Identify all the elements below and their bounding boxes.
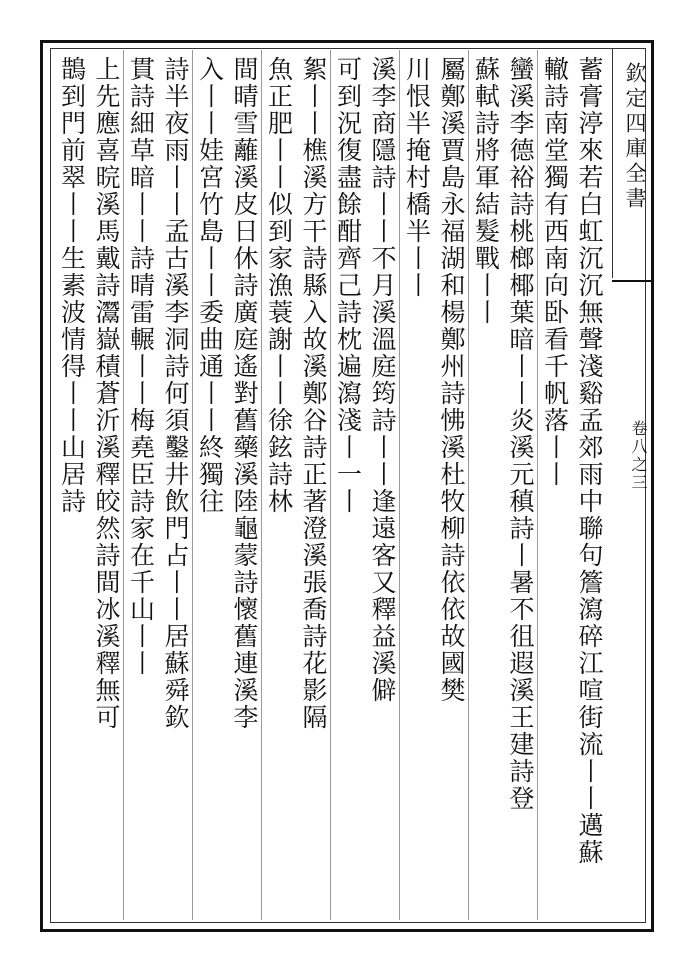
text-column: 上先應喜晥溪馬戴詩灊嶽積蒼沂溪釋皎然詩間冰溪釋無可	[92, 56, 121, 731]
text-column: 間晴雪蘺溪皮日休詩廣庭遙對舊藥溪陸龜蒙詩懷舊連溪李	[230, 56, 259, 731]
margin-volume-label: 卷八之三	[629, 420, 648, 492]
text-column: 貫詩細草暗丨丨詩晴雷輾丨丨梅堯臣詩家在千山丨丨	[126, 56, 156, 677]
text-column: 絮丨丨樵溪方干詩縣入故溪鄭谷詩正著澄溪張喬詩花影隔	[299, 56, 328, 731]
column-divider	[261, 50, 262, 920]
text-column: 溪李商隱詩丨丨不月溪溫庭筠詩丨丨逢遠客又釋益溪僻	[368, 56, 397, 704]
text-column: 轍詩南堂獨有西南向卧看千帆落丨丨	[540, 56, 570, 488]
column-divider	[399, 50, 400, 920]
text-column: 魚正肥丨丨似到家漁蓑謝丨丨徐鉉詩林	[264, 56, 294, 515]
column-divider	[192, 50, 193, 920]
column-divider	[468, 50, 469, 920]
margin-title: 欽定四庫全書	[623, 62, 647, 212]
text-column: 蘇軾詩將軍結髮戰丨丨	[471, 56, 501, 326]
column-divider	[537, 50, 538, 920]
text-column: 入丨丨娃宮竹島丨丨委曲通丨丨終獨往	[195, 56, 225, 515]
text-column: 鵲到門前翠丨丨生素波情得丨丨山居詩	[57, 56, 87, 515]
margin-rule	[612, 280, 654, 282]
text-column: 詩半夜雨丨丨孟古溪李洞詩何須鑿井飲門占丨丨居蘇舜欽	[161, 56, 190, 731]
column-divider	[123, 50, 124, 920]
text-column: 川恨半掩村橋半丨丨	[402, 56, 432, 299]
text-column: 可到況復盡餘酣齊己詩枕遍瀉淺丨一丨	[333, 56, 363, 515]
text-column: 屬鄭溪賈島永福湖和楊鄭州詩怫溪杜牧柳詩依依故國樊	[437, 56, 466, 704]
text-column: 蠻溪李德裕詩桃榔椰葉暗丨丨炎溪元稹詩丨暑不徂遐溪王建詩登	[506, 56, 535, 812]
column-divider	[330, 50, 331, 920]
text-column: 蓄膏渟來若白虹沉沉無聲淺谿孟郊雨中聯句簷瀉碎江喧街流丨丨邁蘇	[575, 56, 604, 866]
